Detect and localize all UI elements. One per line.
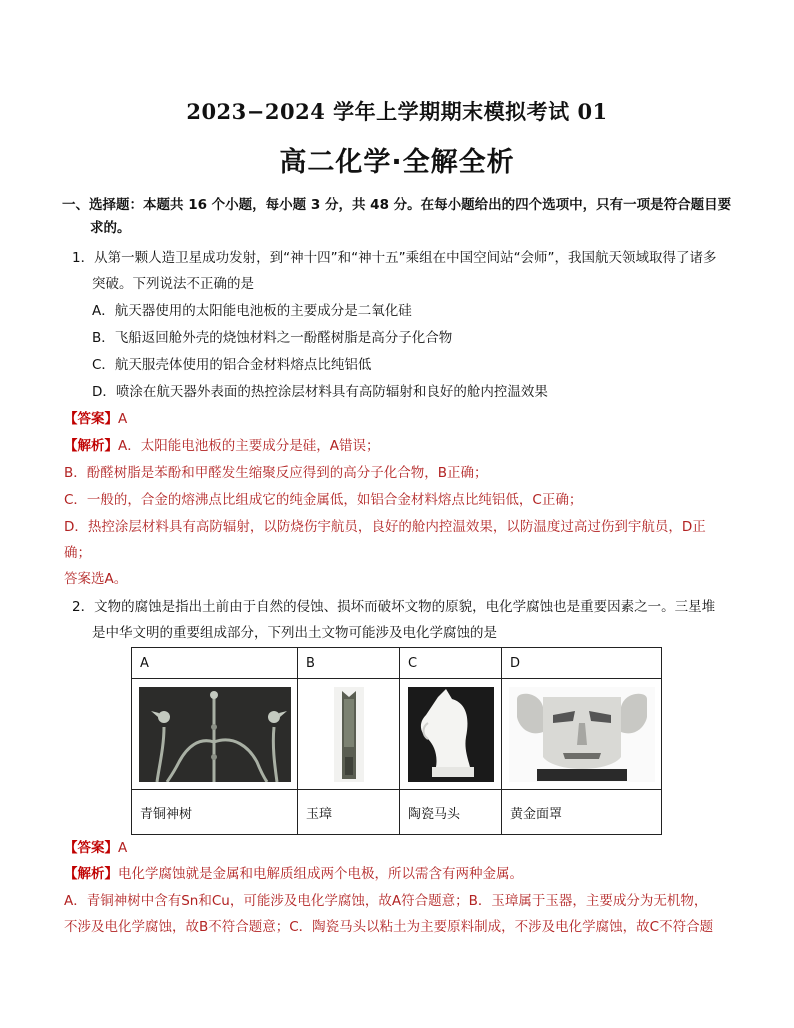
q2-stem-line1: 2．文物的腐蚀是指出土前由于自然的侵蚀、损坏而破坏文物的原貌，电化学腐蚀也是重要因素之一。三星堆 — [72, 599, 716, 615]
table-header-c: C — [400, 648, 502, 679]
q2-analysis-tag: 【解析】 — [64, 866, 118, 882]
q1-option-c: C．航天服壳体使用的铝合金材料熔点比纯铝低 — [92, 357, 372, 373]
q1-analysis-tag: 【解析】 — [64, 438, 118, 454]
section-heading-line1: 一、选择题：本题共 16 个小题，每小题 3 分，共 48 分。在每小题给出的四个选项中，只有一项是符合题目要 — [62, 197, 732, 213]
artifact-name-c: 陶瓷马头 — [400, 790, 502, 835]
q2-analysis-line1 — [64, 862, 523, 882]
q1-answer-tag: 【答案】 — [64, 411, 118, 427]
page-title: 2023−2024 学年上学期期末模拟考试 01 — [186, 99, 608, 124]
ceramic-horse-head-image — [408, 687, 494, 782]
q1-analysis-line6: 答案选A。 — [64, 571, 128, 587]
page-subtitle: 高二化学·全解全析 — [279, 147, 515, 178]
jade-zhang-image — [334, 687, 364, 782]
q2-answer-tag: 【答案】 — [64, 840, 118, 856]
table-header-a: A — [132, 648, 298, 679]
q1-stem-line2: 突破。下列说法不正确的是 — [92, 276, 254, 292]
artifact-name-b: 玉璋 — [298, 790, 400, 835]
artifact-name-d: 黄金面罩 — [502, 790, 662, 835]
q2-answer — [64, 836, 127, 856]
q1-analysis-line4: D．热控涂层材料具有高防辐射，以防烧伤宇航员，良好的舱内控温效果，以防温度过高过伤到宇航员，D正 — [64, 519, 706, 535]
gold-mask-image — [509, 687, 655, 782]
q1-analysis-line2: B．酚醛树脂是苯酚和甲醛发生缩聚反应得到的高分子化合物，B正确； — [64, 465, 488, 481]
q1-answer-value: A — [118, 411, 128, 427]
q1-stem-line1: 1．从第一颗人造卫星成功发射，到“神十四”和“神十五”乘组在中国空间站“会师”，我国航天领域取得了诸多 — [72, 250, 717, 266]
q1-answer — [64, 407, 127, 427]
bronze-tree-image — [139, 687, 291, 782]
table-header-d: D — [502, 648, 662, 679]
q2-analysis-line3: 不涉及电化学腐蚀，故B不符合题意；C．陶瓷马头以粘土为主要原料制成，不涉及电化学腐蚀，故C不符合题 — [64, 919, 714, 935]
q1-analysis-line1 — [64, 434, 379, 454]
artifact-name-a: 青铜神树 — [132, 790, 298, 835]
q1-option-d: D．喷涂在航天器外表面的热控涂层材料具有高防辐射和良好的舱内控温效果 — [92, 384, 548, 400]
q1-option-b: B．飞船返回舱外壳的烧蚀材料之一酚醛树脂是高分子化合物 — [92, 330, 453, 346]
q2-analysis-text: 电化学腐蚀就是金属和电解质组成两个电极，所以需含有两种金属。 — [118, 866, 523, 882]
q2-stem-line2: 是中华文明的重要组成部分，下列出土文物可能涉及电化学腐蚀的是 — [92, 625, 497, 641]
q2-analysis-line2: A．青铜神树中含有Sn和Cu，可能涉及电化学腐蚀，故A符合题意；B．玉璋属于玉器，主要成分为无机物， — [64, 893, 708, 909]
section-heading-line2: 求的。 — [90, 220, 131, 236]
q1-analysis-line3: C．一般的，合金的熔沸点比组成它的纯金属低，如铝合金材料熔点比纯铝低，C正确； — [64, 492, 583, 508]
q1-analysis-line5: 确； — [64, 545, 91, 561]
q2-answer-value: A — [118, 840, 128, 856]
q1-option-a: A．航天器使用的太阳能电池板的主要成分是二氧化硅 — [92, 303, 412, 319]
q1-analysis-text: A．太阳能电池板的主要成分是硅，A错误； — [118, 438, 380, 454]
table-header-b: B — [298, 648, 400, 679]
artifact-table — [131, 647, 662, 835]
